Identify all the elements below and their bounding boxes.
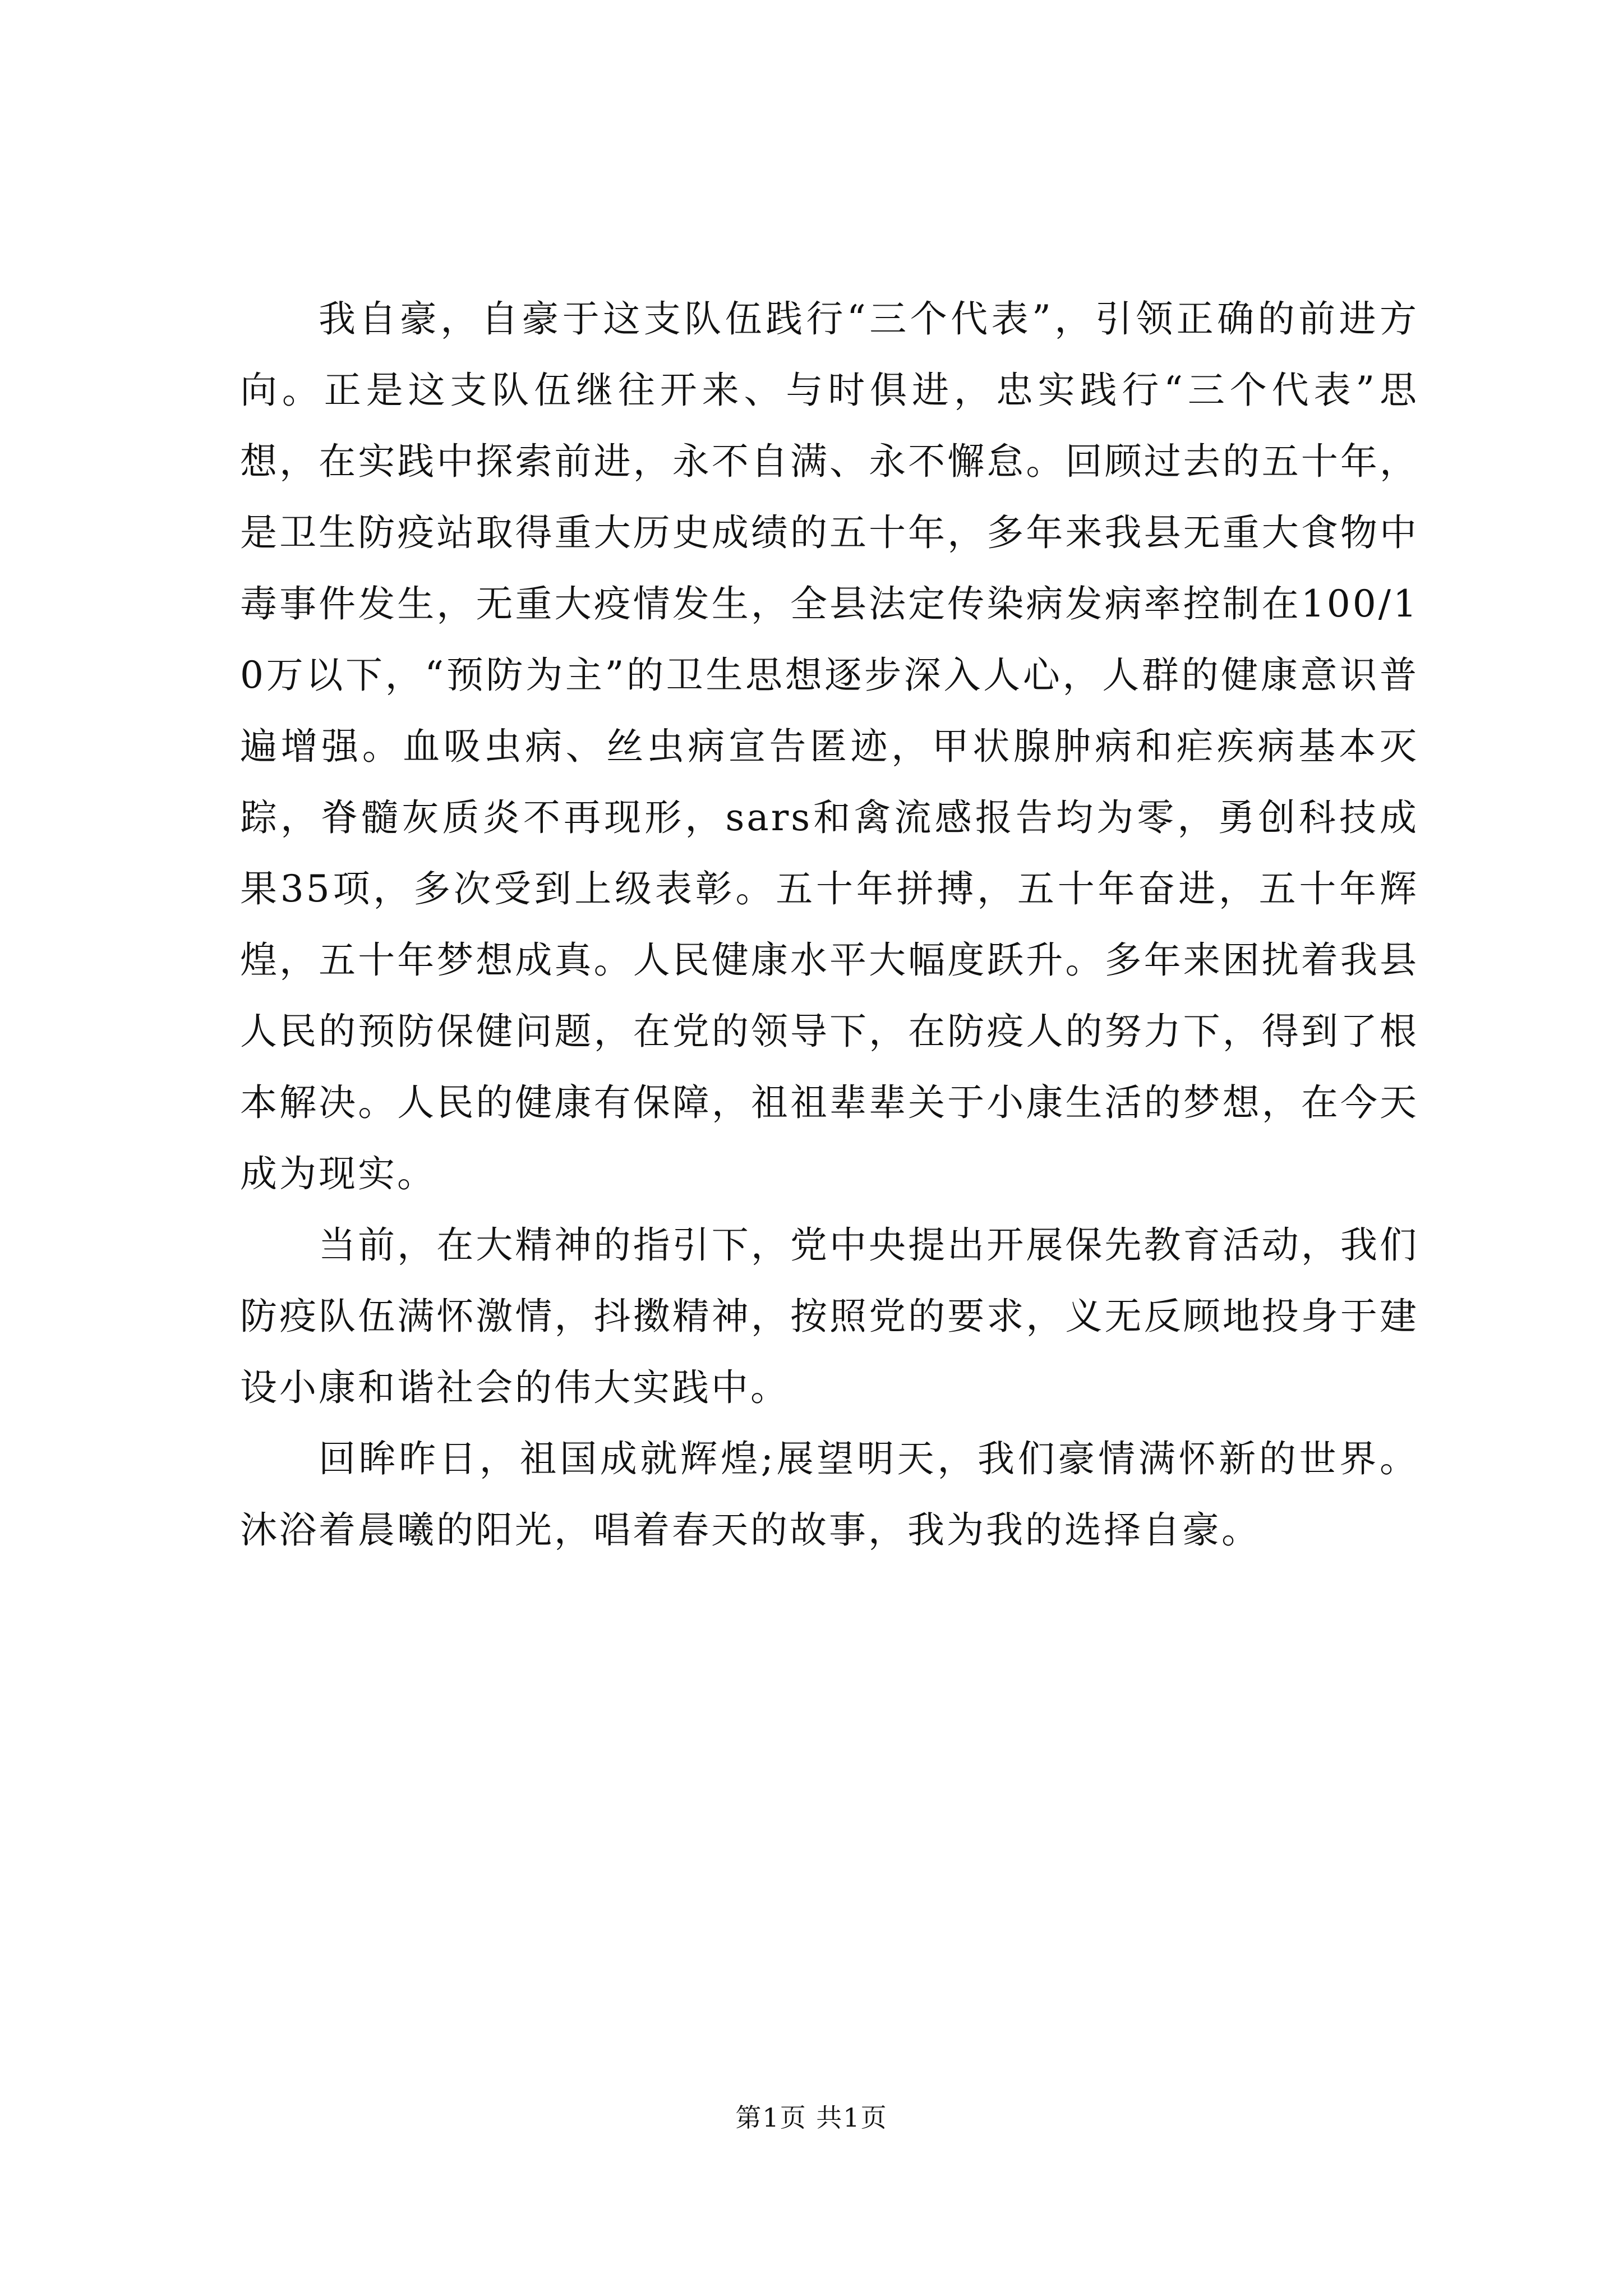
paragraph-1: 我自豪，自豪于这支队伍践行“三个代表”，引领正确的前进方向。正是这支队伍继往开来、与时俱进，忠实践行“三个代表”思想，在实践中探索前进，永不自满、永不懈怠。回顾过去的五十年，是卫生防疫站取得重大历史成绩的五十年，多年来我县无重大食物中毒事件发生，无重大疫情发生，全县法定传染病发病率控制在100/10万以下，“预防为主”的卫生思想逐步深入人心，人群的健康意识普遍增强。血吸虫病、丝虫病宣告匿迹，甲状腺肿病和疟疾病基本灭踪，脊髓灰质炎不再现形，sars和禽流感报告均为零，勇创科技成果35项，多次受到上级表彰。五十年拼搏，五十年奋进，五十年辉煌，五十年梦想成真。人民健康水平大幅度跃升。多年来困扰着我县人民的预防保健问题，在党的领导下，在防疫人的努力下，得到了根本解决。人民的健康有保障，祖祖辈辈关于小康生活的梦想，在今天成为现实。 <box>240 297 1419 1195</box>
paragraph-3: 回眸昨日，祖国成就辉煌;展望明天，我们豪情满怀新的世界。沐浴着晨曦的阳光，唱着春天的故事，我为我的选择自豪。 <box>240 1437 1419 1552</box>
page-number-footer: 第1页 共1页 <box>735 2102 888 2133</box>
paragraph-2: 当前，在大精神的指引下，党中央提出开展保先教育活动，我们防疫队伍满怀激情，抖擞精神，按照党的要求，义无反顾地投身于建设小康和谐社会的伟大实践中。 <box>240 1223 1419 1409</box>
document-body <box>240 283 1419 1566</box>
